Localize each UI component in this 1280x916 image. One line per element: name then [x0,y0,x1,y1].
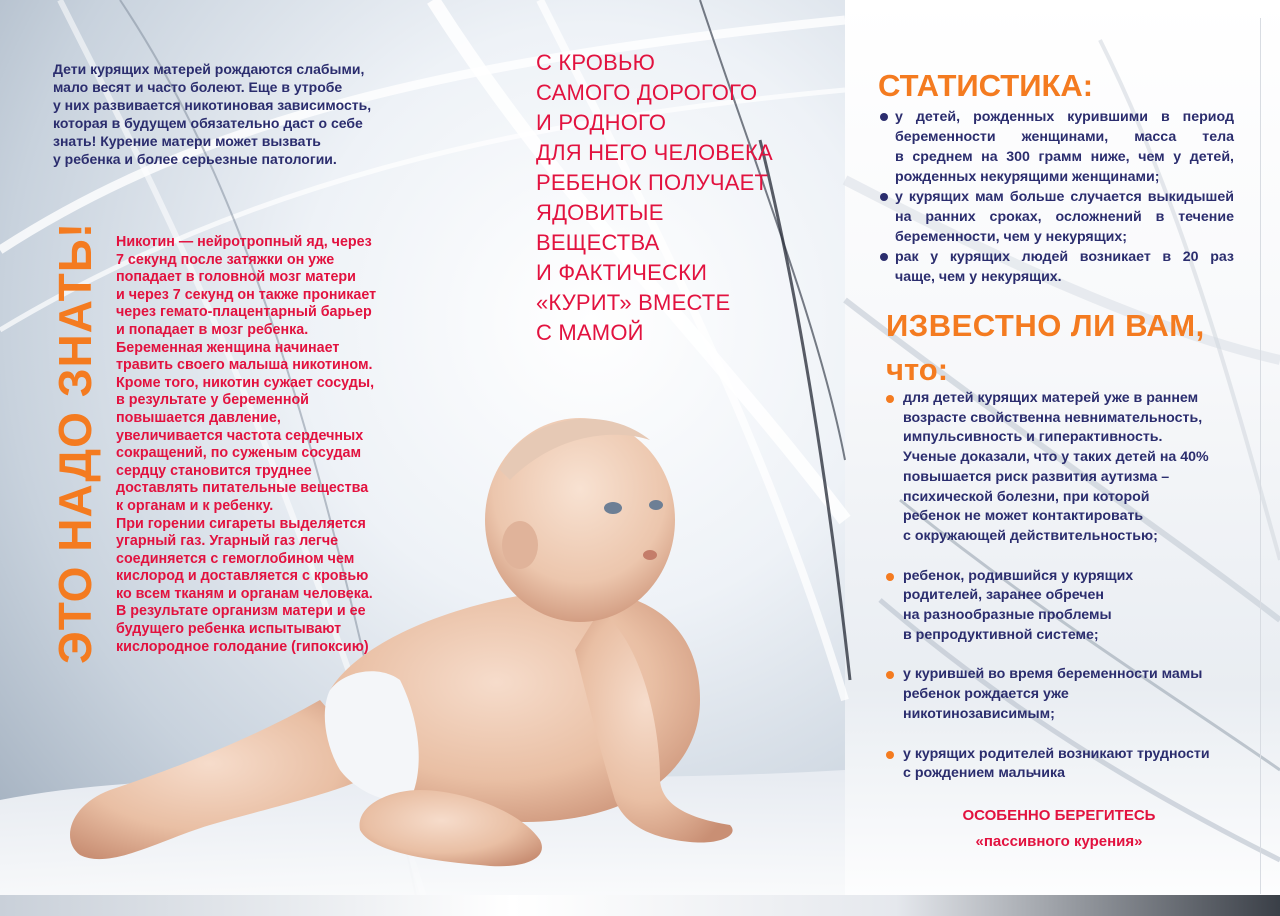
stats-title: СТАТИСТИКА: [878,68,1094,103]
fact-line: ребенок, родившийся у курящих [903,567,1134,584]
fact-line: возрасте свойственна невнимательность, [903,409,1203,426]
fact-line: повышается риск развития аутизма – [903,468,1170,485]
stats-line: беременности, чем у некурящих; [895,229,1128,245]
intro-line: знать! Курение матери может вызвать [53,133,321,149]
stats-item [878,107,1234,187]
fact-line: психической болезни, при которой [903,488,1150,505]
intro-line: мало весят и часто болеют. Еще в утробе [53,79,343,95]
slogan-line: ВЕЩЕСТВА [536,230,660,255]
slogan-line: С МАМОЙ [536,320,644,345]
slogan-line: РЕБЕНОК ПОЛУЧАЕТ [536,170,769,195]
nicotine-line: В результате организм матери и ее [116,603,366,620]
intro-line: у них развивается никотиновая зависимость, [53,97,372,113]
intro-line: у ребенка и более серьезные патологии. [53,151,337,167]
nicotine-line: повышается давление, [116,409,281,426]
facts-list [884,389,1240,784]
fact-line: импульсивность и гиперактивность. [903,429,1163,446]
nicotine-line: через гемато-плацентарный барьер [116,304,372,321]
stats-item [878,187,1234,247]
fact-line: родителей, заранее обречен [903,587,1104,604]
know-title: ИЗВЕСТНО ЛИ ВАМ, [886,308,1205,343]
intro-paragraph [53,60,398,168]
know-subtitle: что: [886,352,949,387]
fact-item [884,389,1240,547]
fact-line: никотинозависимым; [903,705,1055,722]
stats-line: чаще, чем у некурящих. [895,269,1062,285]
nicotine-line: Кроме того, никотин сужает сосуды, [116,374,375,391]
fact-line: для детей курящих матерей уже в раннем [903,390,1199,406]
nicotine-line: будущего ребенка испытывают [116,621,342,638]
nicotine-line: угарный газ. Угарный газ легче [116,533,339,550]
fact-item [884,665,1240,724]
stats-line: у детей, рожденных курившими в период [895,109,1234,125]
nicotine-line: кислород и доставляется с кровью [116,568,369,585]
fact-line: у курящих родителей возникают трудности [903,745,1210,762]
stats-item [878,247,1234,287]
intro-line: которая в будущем обязательно даст о себе [53,115,363,131]
bullet-icon [886,395,894,403]
center-slogan [536,48,796,348]
slogan-line: ЯДОВИТЫЕ [536,200,664,225]
nicotine-line: При горении сигареты выделяется [116,515,366,532]
bottom-strip [0,895,1280,916]
bullet-icon [880,113,888,121]
nicotine-line: травить своего малыша никотином. [116,357,373,374]
bullet-icon [880,193,888,201]
fact-line: с окружающей действительностью; [903,527,1158,544]
fact-item [884,567,1240,646]
nicotine-line: к органам и к ребенку. [116,497,274,514]
warning-heading: ОСОБЕННО БЕРЕГИТЕСЬ [962,807,1156,824]
fact-line: на разнообразные проблемы [903,607,1112,624]
nicotine-line: сокращений, по суженым сосудам [116,445,362,462]
fact-line: ребенок рождается уже [903,686,1069,703]
bullet-icon [886,573,894,581]
nicotine-line: Беременная женщина начинает [116,339,340,356]
fact-line: ребенок не может контактировать [903,508,1144,525]
slogan-line: САМОГО ДОРОГОГО [536,80,758,105]
nicotine-line: Никотин — нейротропный яд, через [116,234,372,250]
nicotine-line: попадает в головной мозг матери [116,269,356,286]
warning-subheading: «пассивного курения» [975,833,1143,850]
slogan-line: С КРОВЬЮ [536,50,656,75]
stats-line: в среднем на 300 грамм ниже, чем у детей, [895,149,1234,165]
nicotine-line: в результате у беременной [116,392,309,409]
slogan-line: «КУРИТ» ВМЕСТЕ [536,290,731,315]
fact-line: Ученые доказали, что у таких детей на 40% [903,449,1209,466]
bullet-icon [886,751,894,759]
fact-line: у курившей во время беременности мамы [903,666,1203,683]
nicotine-line: соединяется с гемоглобином чем [116,550,355,567]
stats-line: рожденных некурящими женщинами; [895,169,1160,185]
nicotine-line: кислородное голодание (гипоксию) [116,638,369,655]
nicotine-line: 7 секунд после затяжки он уже [116,251,335,268]
stats-line: рак у курящих людей возникает в 20 раз [895,249,1234,265]
slogan-line: И ФАКТИЧЕСКИ [536,260,708,285]
intro-line: Дети курящих матерей рождаются слабыми, [53,61,365,77]
nicotine-line: и через 7 секунд он также проникает [116,286,377,303]
slogan-line: ДЛЯ НЕГО ЧЕЛОВЕКА [536,140,773,165]
nicotine-line: и попадает в мозг ребенка. [116,321,309,338]
nicotine-line: увеличивается частота сердечных [116,427,364,444]
nicotine-paragraph [116,234,406,656]
nicotine-line: сердцу становится труднее [116,462,312,479]
fact-line: с рождением мальчика [903,765,1065,782]
bullet-icon [880,253,888,261]
stats-list [878,107,1234,287]
stats-line: на ранних сроках, осложнений в течение [895,209,1234,225]
fact-line: в репродуктивной системе; [903,626,1099,643]
nicotine-line: ко всем тканям и органам человека. [116,585,373,602]
nicotine-line: доставлять питательные вещества [116,480,369,497]
stats-line: беременности женщинами, масса тела [895,129,1234,145]
stats-line: у курящих мам больше случается выкидышей [895,189,1234,205]
vertical-title: ЭТО НАДО ЗНАТЬ! [49,221,101,664]
slogan-line: И РОДНОГО [536,110,667,135]
fact-item [884,745,1240,784]
bullet-icon [886,671,894,679]
